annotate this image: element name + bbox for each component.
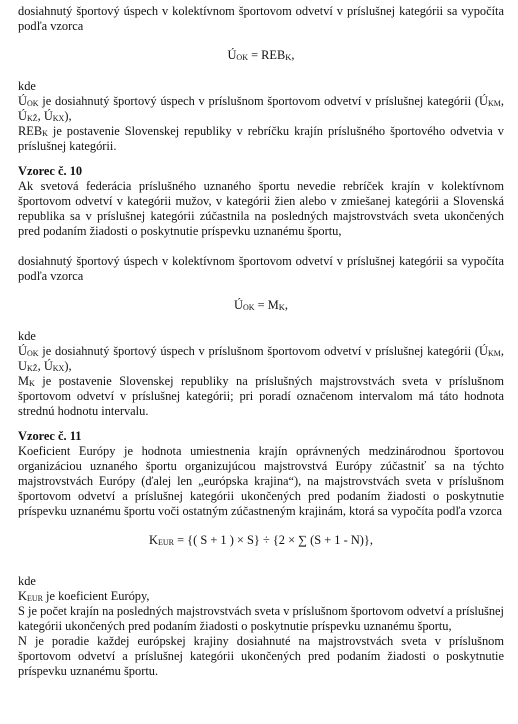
- def-symbol: K: [18, 589, 27, 603]
- formula-symbol: Ú: [227, 48, 237, 62]
- definition-uok-2: [18, 344, 504, 374]
- def-text: je dosiahnutý športový úspech v príslušnom športovom odvetví v príslušnej kategórii (Ú: [38, 94, 488, 108]
- intro-paragraph-1: dosiahnutý športový úspech v kolektívnom športovom odvetví v príslušnej kategórii sa vypočíta podľa vzorca: [18, 4, 504, 33]
- def-text: je postavenie Slovenskej republiky na príslušných majstrovstvách sveta v príslušnom športovom odvetví v príslušnej kategórii; pri poradí označenom intervalom má táto hodnota strednú hodnotu intervalu.: [18, 374, 504, 418]
- document-page: [18, 4, 504, 679]
- kde-label-2: kde: [18, 329, 36, 343]
- def-subscript: K: [29, 379, 35, 388]
- def-text: , Ú: [37, 109, 53, 123]
- formula-keur: [18, 533, 504, 548]
- def-text: je koeficient Európy,: [42, 589, 150, 603]
- def-text: , Ú: [18, 94, 504, 123]
- paragraph-vzorec-10: Ak svetová federácia príslušného uznaného športu nevedie rebríček krajín v kolektívnom športovom odvetví v kategórii mužov, v kategórii žien alebo v zmiešanej kategórii a Slovenská republika sa v príslušnej kategórii zúčastnila na posledných majstrovstvách sveta ukončených pred podaním žiadosti o poskytnutie príspevku uznanému športu,: [18, 179, 504, 238]
- def-subscript: KX: [52, 114, 65, 123]
- definition-uok-1: [18, 94, 504, 124]
- def-subscript: K: [42, 129, 48, 138]
- def-subscript: KM: [488, 99, 501, 108]
- def-subscript: KX: [52, 364, 65, 373]
- definition-n: N je poradie každej európskej krajiny dosiahnuté na majstrovstvách sveta v príslušnom športovom odvetví a príslušnej kategórii ukončených pred podaním žiadosti o poskytnutie príspevku uznanému športu.: [18, 634, 504, 678]
- def-text: ),: [64, 359, 72, 373]
- def-text: je dosiahnutý športový úspech v príslušnom športovom odvetví v príslušnej kategórii (Ú: [38, 344, 488, 358]
- paragraph-vzorec-11: Koeficient Európy je hodnota umiestnenia krajín oprávnených medzinárodnou športovou organizáciou uznaného športu organizujúcou majstrovstvá Európy zúčastniť sa na týchto majstrovstvách Európy (ďalej len „európska krajina“), na majstrovstvách sveta v príslušnom športovom odvetví a príslušnej kategórii ukončených pred podaním žiadosti o poskytnutie príspevku uznanému športu voči ostatným zúčastneným krajinám, ktorá sa vypočíta podľa vzorca: [18, 444, 504, 518]
- formula-rhs: = REB: [247, 48, 286, 62]
- formula-rhs: = {( S + 1 ) × S} ÷ {2 × ∑ (S + 1 - N)},: [173, 533, 373, 547]
- def-text: , U: [18, 344, 504, 373]
- def-subscript: OK: [26, 349, 39, 358]
- definition-mk: [18, 374, 504, 419]
- heading-vzorec-11: Vzorec č. 11: [18, 429, 82, 443]
- definition-s: S je počet krajín na posledných majstrovstvách sveta v príslušnom športovom odvetví a príslušnej kategórii ukončených pred podaním žiadosti o poskytnutie príspevku uznanému športu,: [18, 604, 504, 633]
- def-symbol: Ú: [18, 94, 27, 108]
- def-subscript: KŽ: [26, 364, 38, 373]
- formula-rhs: = M: [254, 298, 279, 312]
- kde-label-3: kde: [18, 574, 36, 588]
- def-subscript: EUR: [26, 594, 43, 603]
- formula-tail: ,: [291, 48, 295, 62]
- def-subscript: KŽ: [26, 114, 38, 123]
- def-symbol: M: [18, 374, 30, 388]
- formula-subscript: OK: [236, 53, 248, 62]
- definition-keur: [18, 589, 504, 604]
- formula-subscript: EUR: [157, 538, 174, 547]
- kde-label-1: kde: [18, 79, 36, 93]
- def-subscript: OK: [26, 99, 39, 108]
- formula-tail: ,: [284, 298, 288, 312]
- def-text: ),: [64, 109, 72, 123]
- formula-symbol: Ú: [234, 298, 243, 312]
- formula-uok-mk: [18, 298, 504, 313]
- formula-subscript: OK: [242, 303, 255, 312]
- def-symbol: REB: [18, 124, 43, 138]
- def-text: , Ú: [37, 359, 53, 373]
- def-symbol: Ú: [18, 344, 27, 358]
- formula-symbol: K: [149, 533, 158, 547]
- def-text: je postavenie Slovenskej republiky v rebríčku krajín príslušného športového odvetvia v príslušnej kategórii.: [18, 124, 504, 153]
- formula-uok-reb: [18, 48, 504, 63]
- heading-vzorec-10: Vzorec č. 10: [18, 164, 83, 178]
- formula-subscript: K: [278, 302, 285, 312]
- formula-subscript: K: [285, 52, 292, 62]
- def-subscript: KM: [488, 349, 501, 358]
- definition-reb: [18, 124, 504, 154]
- intro-paragraph-2: dosiahnutý športový úspech v kolektívnom športovom odvetví v príslušnej kategórii sa vypočíta podľa vzorca: [18, 254, 504, 283]
